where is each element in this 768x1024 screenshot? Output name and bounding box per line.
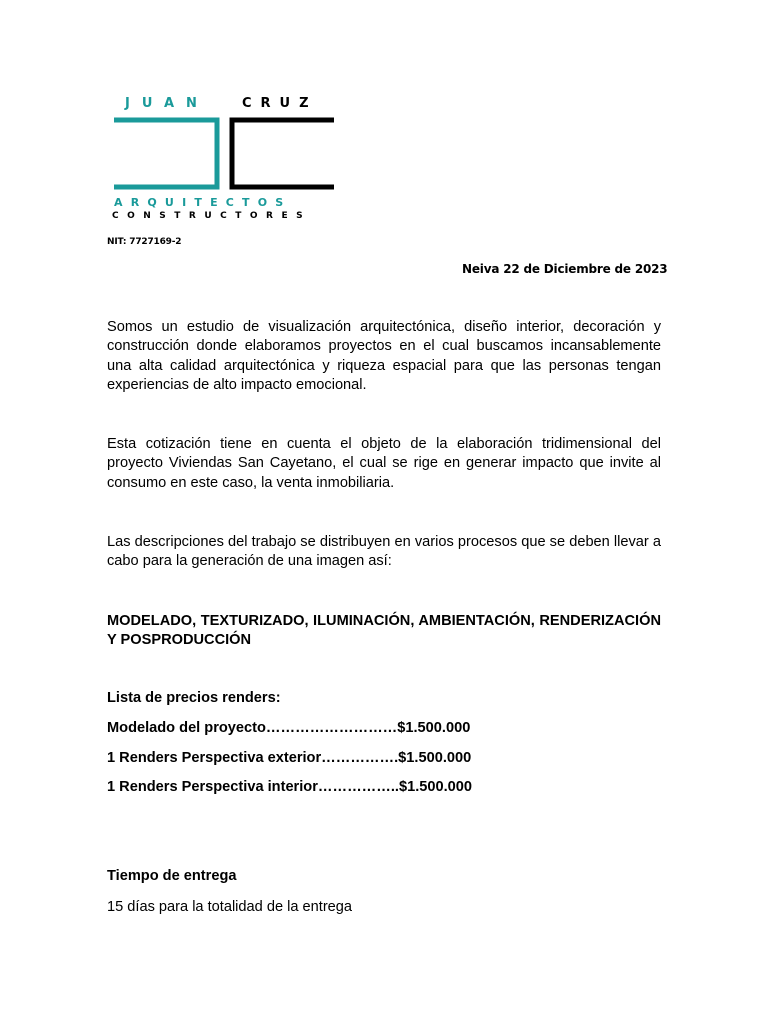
- price-item: Modelado del proyecto………………………$1.500.000: [107, 720, 471, 736]
- price-item: 1 Renders Perspectiva interior……………..$1.500.000: [107, 779, 473, 795]
- delivery-text: 15 días para la totalidad de la entrega: [107, 899, 353, 915]
- company-logo: [112, 95, 338, 223]
- quote-paragraph: Esta cotización tiene en cuenta el objeto de la elaboración tridimensional del proyecto Viviendas San Cayetano, el cual se rige en generar impacto que invite al consumo en este caso, la venta inmobiliaria.: [107, 436, 661, 491]
- logo-first-name: JUAN: [125, 96, 209, 111]
- price-list-title: Lista de precios renders:: [107, 690, 281, 706]
- intro-paragraph: Somos un estudio de visualización arquitectónica, diseño interior, decoración y construcción donde elaboramos proyectos en el cual buscamos incansablemente una alta calidad arquitectónica y riqueza espacial para que las personas tengan experiencias de alto impacto emocional.: [107, 319, 661, 394]
- logo-line1: ARQUITECTOS: [114, 196, 292, 209]
- delivery-title: Tiempo de entrega: [107, 868, 237, 884]
- process-intro-paragraph: Las descripciones del trabajo se distribuyen en varios procesos que se deben llevar a cabo para la generación de una imagen así:: [107, 534, 661, 570]
- logo-line2: CONSTRUCTORES: [112, 211, 312, 221]
- logo-j-shape: [114, 120, 217, 187]
- nit-number: NIT: 7727169-2: [107, 237, 182, 247]
- process-list: MODELADO, TEXTURIZADO, ILUMINACIÓN, AMBIENTACIÓN, RENDERIZACIÓN Y POSPRODUCCIÓN: [107, 613, 661, 649]
- price-item: 1 Renders Perspectiva exterior…………….$1.500.000: [107, 750, 472, 766]
- logo-c-shape: [232, 120, 334, 187]
- logo-last-name: CRUZ: [242, 96, 318, 111]
- letter-date: Neiva 22 de Diciembre de 2023: [462, 262, 668, 276]
